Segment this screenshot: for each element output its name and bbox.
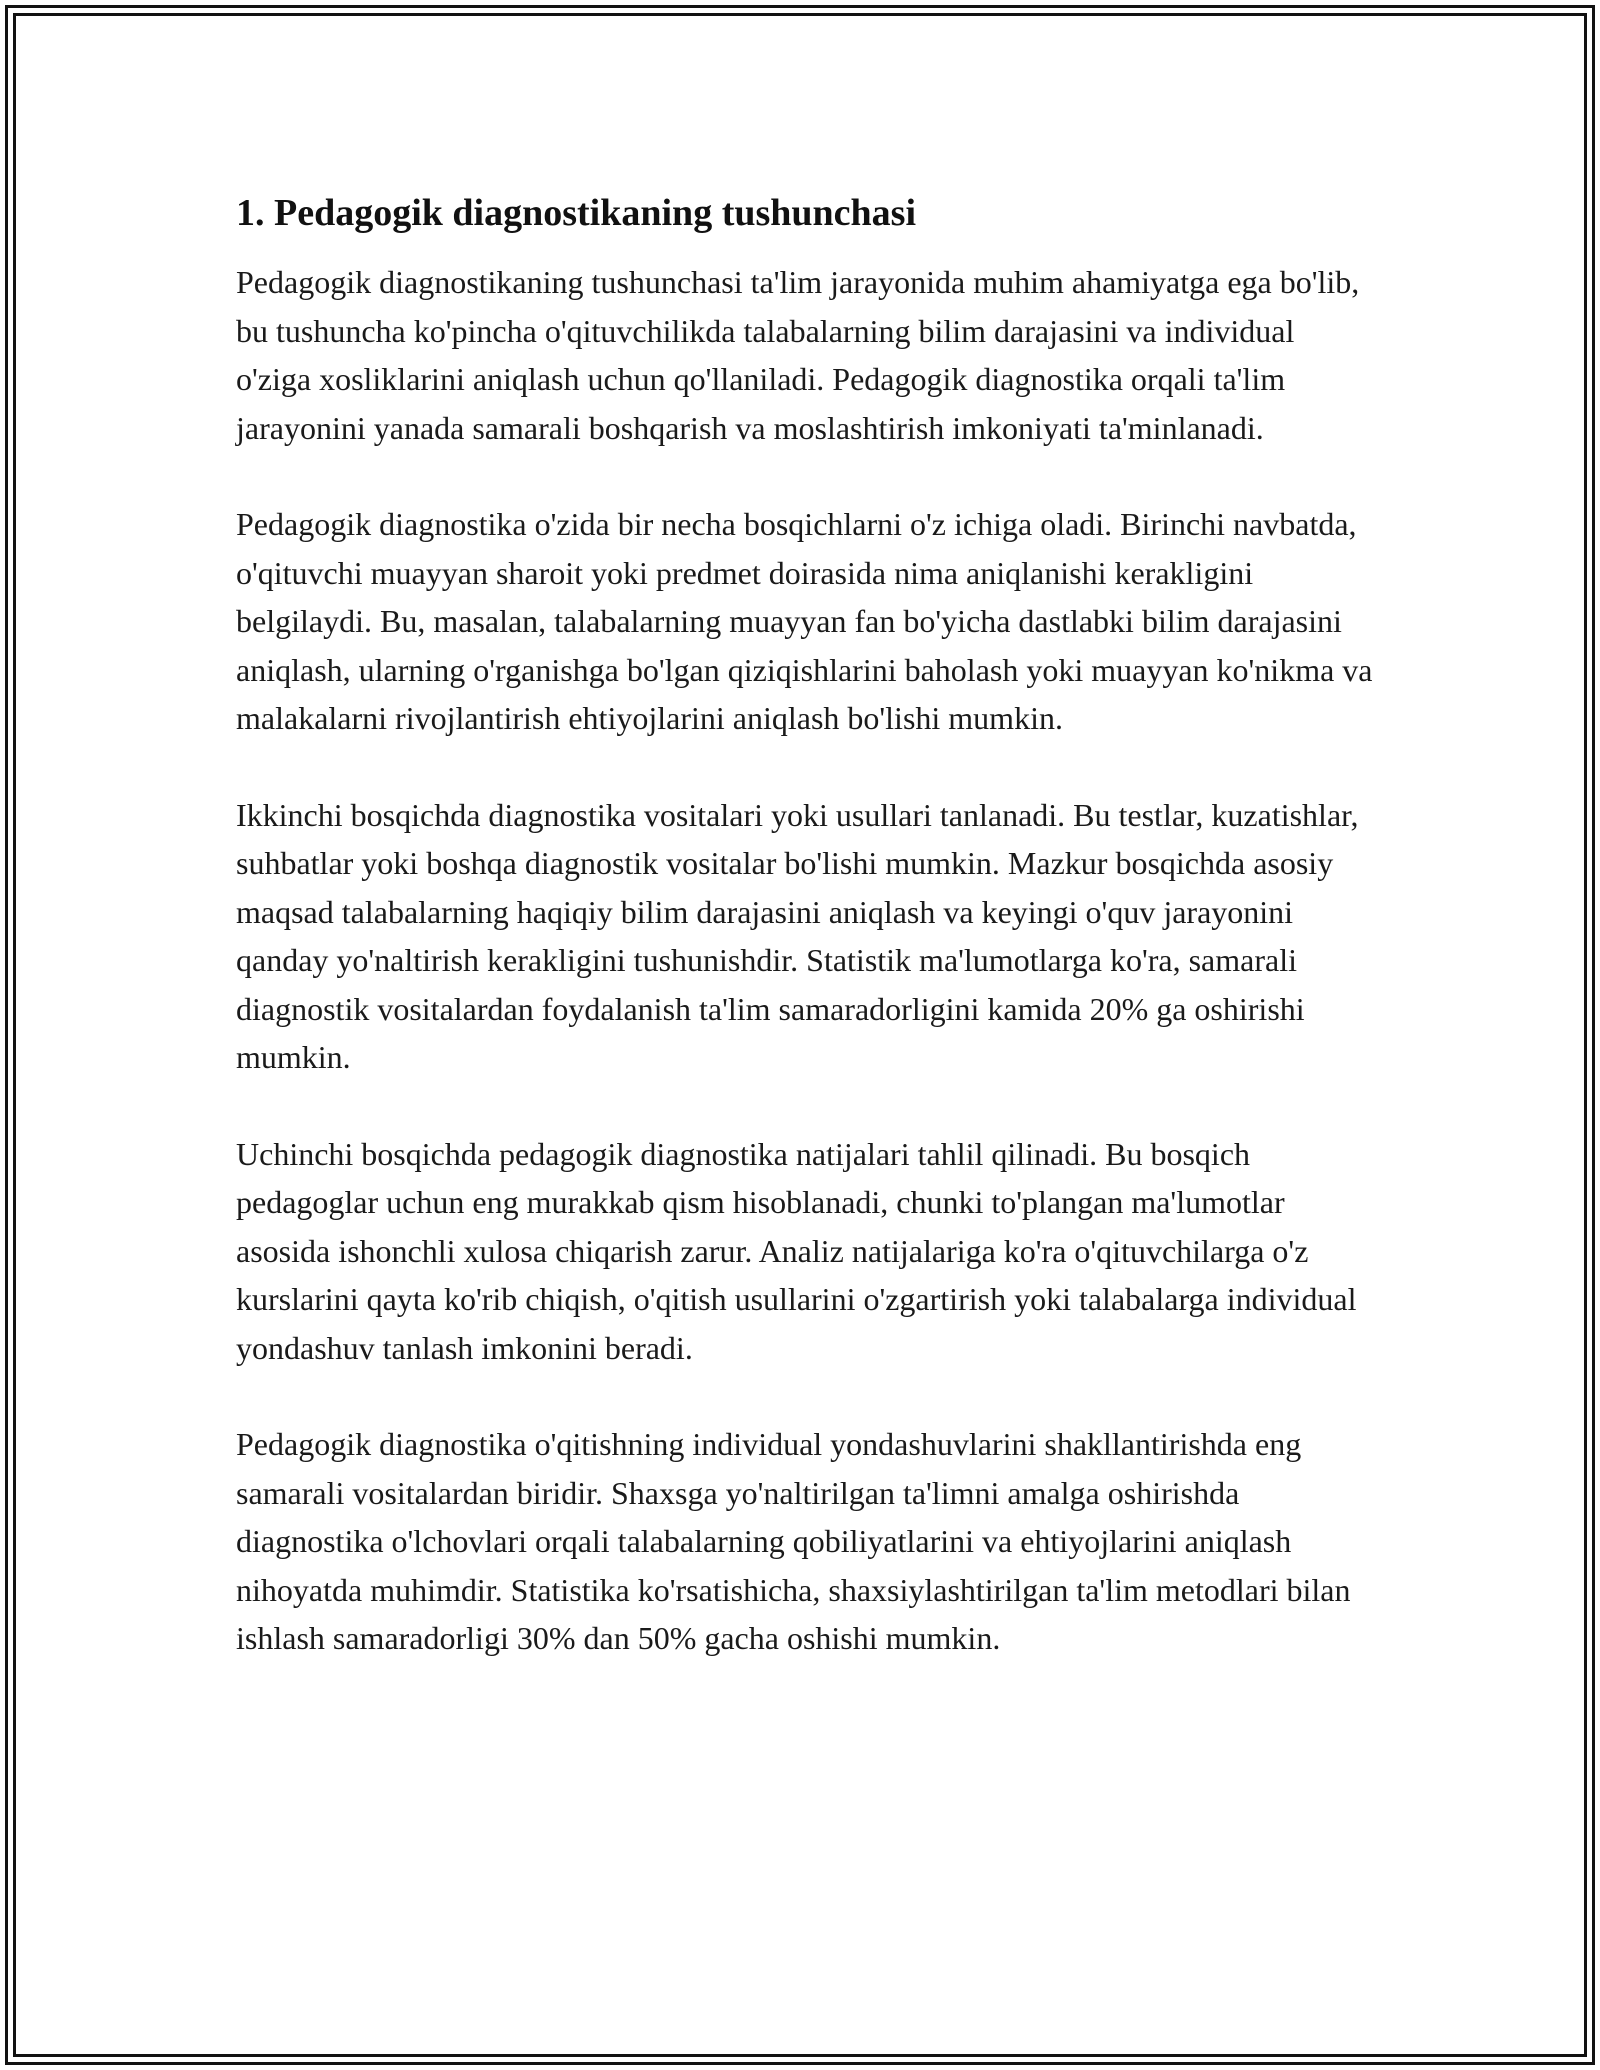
paragraph-4: Uchinchi bosqichda pedagogik diagnostika natijalari tahlil qilinadi. Bu bosqich pedagoglar uchun eng murakkab qism hisoblanadi, chunki to'plangan ma'lumotlar asosida ishonchli xulosa chiqarish zarur. Analiz natijalariga ko'ra o'qituvchilarga o'z kurslarini qayta ko'rib chiqish, o'qitish usullarini o'zgartirish yoki talabalarga individual yondashuv tanlash imkonini beradi. bbox=[236, 1135, 1357, 1366]
paragraph-3: Ikkinchi bosqichda diagnostika vositalari yoki usullari tanlanadi. Bu testlar, kuzatishlar, suhbatlar yoki boshqa diagnostik vositalar bo'lishi mumkin. Mazkur bosqichda asosiy maqsad talabalarning haqiqiy bilim darajasini aniqlash va keyingi o'quv jarayonini qanday yo'naltirish kerakligini tushunishdir. Statistik ma'lumotlarga ko'ra, samarali diagnostik vositalardan foydalanish ta'lim samaradorligini kamida 20% ga oshirishi mumkin. bbox=[236, 796, 1359, 1075]
document-body bbox=[236, 188, 1376, 1711]
paragraph-2: Pedagogik diagnostika o'zida bir necha bosqichlarni o'z ichiga oladi. Birinchi navbatda, o'qituvchi muayyan sharoit yoki predmet doirasida nima aniqlanishi kerakligini belgilaydi. Bu, masalan, talabalarning muayyan fan bo'yicha dastlabki bilim darajasini aniqlash, ularning o'rganishga bo'lgan qiziqishlarini baholash yoki muayyan ko'nikma va malakalarni rivojlantirish ehtiyojlarini aniqlash bo'lishi mumkin. bbox=[236, 506, 1373, 736]
paragraph-5: Pedagogik diagnostika o'qitishning individual yondashuvlarini shakllantirishda eng samarali vositalardan biridir. Shaxsga yo'naltirilgan ta'limni amalga oshirishda diagnostika o'lchovlari orqali talabalarning qobiliyatlarini va ehtiyojlarini aniqlash nihoyatda muhimdir. Statistika ko'rsatishicha, shaxsiylashtirilgan ta'lim metodlari bilan ishlash samaradorligi 30% dan 50% gacha oshishi mumkin. bbox=[236, 1426, 1351, 1656]
paragraph-1: Pedagogik diagnostikaning tushunchasi ta'lim jarayonida muhim ahamiyatga ega bo'lib, bu tushuncha ko'pincha o'qituvchilikda talabalarning bilim darajasini va individual o'ziga xosliklarini aniqlash uchun qo'llaniladi. Pedagogik diagnostika orqali ta'lim jarayonini yanada samarali boshqarish va moslashtirish imkoniyati ta'minlanadi. bbox=[236, 264, 1360, 446]
section-heading: 1. Pedagogik diagnostikaning tushunchasi bbox=[236, 192, 917, 234]
